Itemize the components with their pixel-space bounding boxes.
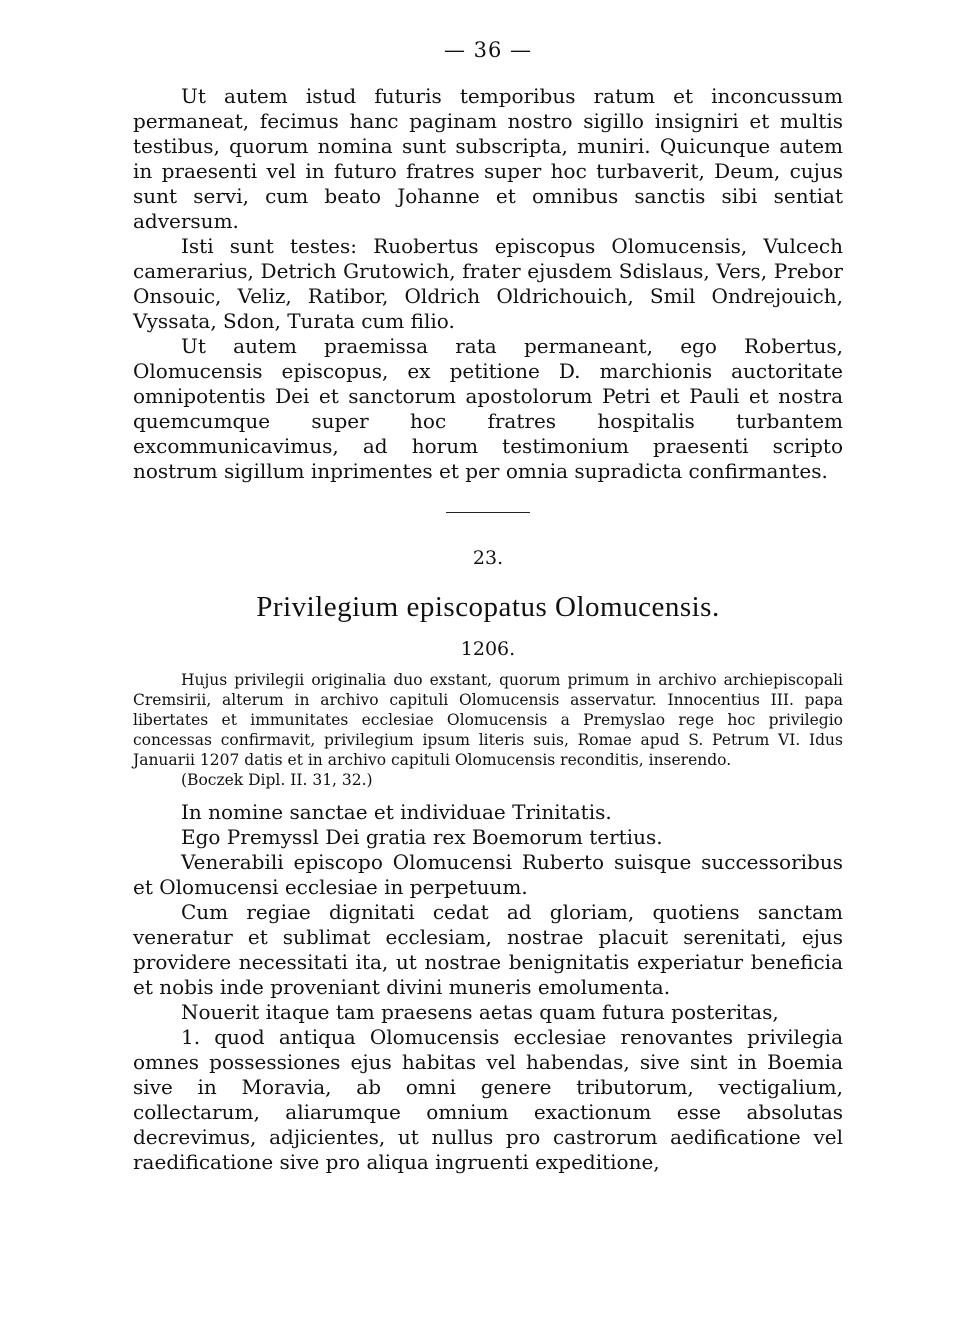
document-number: 23. (472, 547, 504, 569)
editorial-note: Hujus privilegii originalia duo exstant, quorum primum in archivo archiepiscopali Cremsirii, alterum in archivo capituli Olomucensis asservatur. Innocentius III. papa libertates et immunitates ecclesiae Olomucensis a Premyslao rege hoc privilegio concessas confirmavit, privilegium ipsum literis suis, Romae apud S. Petrum VI. Idus Januarii 1207 datis et in archivo capituli Olomucensis reconditis, inserendo. (133, 671, 843, 769)
paragraph-excommunication: Ut autem praemissa rata permaneant, ego Robertus, Olomucensis episcopus, ex petitione D. marchionis auctoritate omnipotentis Dei et sanctorum apostolorum Petri et Pauli et nostra quemcumque super hoc fratres hospitalis turbantem excommunicavimus, ad horum testimonium praesenti scripto nostrum sigillum inprimentes et per omnia supradicta confirmantes. (133, 334, 843, 483)
bibliographic-reference: (Boczek Dipl. II. 31, 32.) (181, 771, 373, 789)
document-page (133, 38, 843, 1175)
invocation-line: In nomine sanctae et individuae Trinitatis. (181, 800, 612, 824)
disposition-paragraph-1: 1. quod antiqua Olomucensis ecclesiae renovantes privilegia omnes possessiones ejus habitas vel habendas, sive sint in Boemia sive in Moravia, ab omni genere tributorum, vectigalium, collectarum, aliarumque omnium exactionum esse absolutas decrevimus, adjicientes, ut nullus pro castrorum aedificatione vel raedificatione sive pro aliqua ingruenti expeditione, (133, 1025, 843, 1174)
address-paragraph: Venerabili episcopo Olomucensi Ruberto suisque successoribus et Olomucensi ecclesiae in perpetuum. (133, 850, 843, 899)
document-title: Privilegium episcopatus Olomucensis. (256, 591, 720, 623)
paragraph-witnesses: Isti sunt testes: Ruobertus episcopus Olomucensis, Vulcech camerarius, Detrich Grutowich, frater ejusdem Sdislaus, Vers, Prebor Onsouic, Veliz, Ratibor, Oldrich Oldrichouich, Smil Ondrejouich, Vyssata, Sdon, Turata cum filio. (133, 234, 843, 333)
paragraph-ratification: Ut autem istud futuris temporibus ratum et inconcussum permaneat, fecimus hanc paginam nostro sigillo insigniri et multis testibus, quorum nomina sunt subscripta, muniri. Quicunque autem in praesenti vel in futuro fratres super hoc turbaverit, Deum, cujus sunt servi, cum beato Johanne et omnibus sanctis sibi sentiat adversum. (133, 84, 843, 233)
document-year: 1206. (460, 638, 516, 660)
section-divider (446, 512, 530, 513)
page-number: — 36 — (443, 38, 533, 62)
promulgation-line: Nouerit itaque tam praesens aetas quam futura posteritas, (181, 1000, 779, 1024)
intitulation-line: Ego Premyssl Dei gratia rex Boemorum tertius. (181, 825, 663, 849)
arenga-paragraph: Cum regiae dignitati cedat ad gloriam, quotiens sanctam veneratur et sublimat ecclesiam, nostrae placuit serenitati, ejus providere necessitati ita, ut nostrae benignitatis experiatur beneficia et nobis inde proveniant divini muneris emolumenta. (133, 900, 843, 999)
